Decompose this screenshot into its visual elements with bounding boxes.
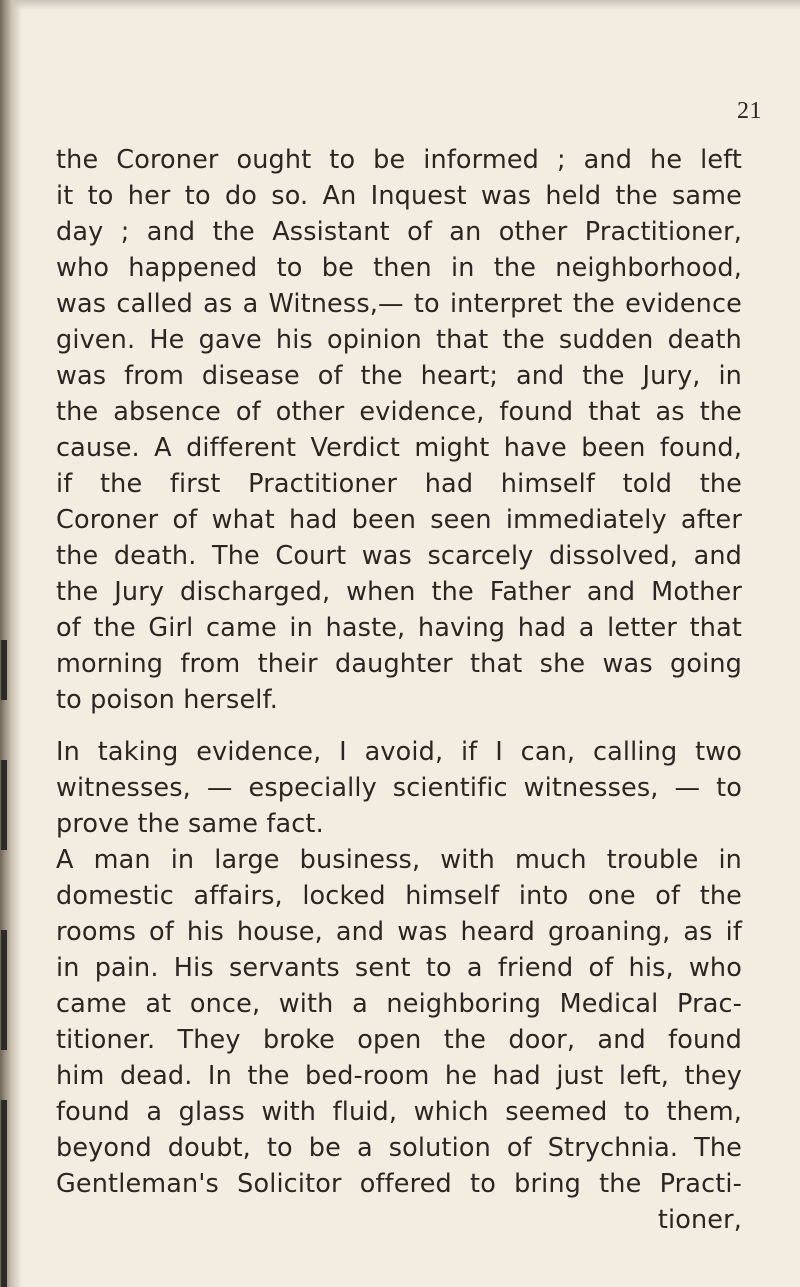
text-line: was from disease of the heart; and the Jury, in: [56, 361, 742, 391]
text-line: morning from their daughter that she was going: [56, 649, 742, 679]
text-line: came at once, with a neighboring Medical Prac-: [56, 989, 742, 1019]
text-line: him dead. In the bed-room he had just left, they: [56, 1061, 742, 1091]
text-line: who happened to be then in the neighborhood,: [56, 253, 742, 283]
text-line: given. He gave his opinion that the sudden death: [56, 325, 742, 355]
text-line: it to her to do so. An Inquest was held the same: [56, 181, 742, 211]
catchword: tioner,: [657, 1205, 742, 1235]
text-line: the Coroner ought to be informed ; and he left: [56, 145, 742, 175]
text-line: beyond doubt, to be a solution of Strychnia. The: [56, 1133, 742, 1163]
text-line: In taking evidence, I avoid, if I can, calling two: [56, 737, 742, 767]
text-line: rooms of his house, and was heard groaning, as if: [56, 917, 742, 947]
text-line: if the first Practitioner had himself told the: [56, 469, 742, 499]
text-line: in pain. His servants sent to a friend of his, who: [56, 953, 742, 983]
text-line: the death. The Court was scarcely dissolved, and: [56, 541, 742, 571]
text-line: the Jury discharged, when the Father and Mother: [56, 577, 742, 607]
text-line: found a glass with fluid, which seemed to them,: [56, 1097, 742, 1127]
text-line: Coroner of what had been seen immediately after: [56, 505, 742, 535]
text-line: prove the same fact.: [56, 809, 324, 839]
text-line: day ; and the Assistant of an other Practitioner,: [56, 217, 742, 247]
text-line: titioner. They broke open the door, and found: [56, 1025, 742, 1055]
text-line: A man in large business, with much trouble in: [56, 845, 742, 875]
text-line: was called as a Witness,— to interpret the evidence: [56, 289, 742, 319]
text-line: witnesses, — especially scientific witnesses, — to: [56, 773, 742, 803]
page-number: 21: [737, 98, 762, 124]
text-line: cause. A different Verdict might have been found,: [56, 433, 742, 463]
text-line: Gentleman's Solicitor offered to bring the Practi-: [56, 1169, 742, 1199]
text-line: domestic affairs, locked himself into one of the: [56, 881, 742, 911]
text-line: to poison herself.: [56, 685, 279, 715]
text-line: the absence of other evidence, found that as the: [56, 397, 742, 427]
text-line: of the Girl came in haste, having had a letter that: [56, 613, 742, 643]
